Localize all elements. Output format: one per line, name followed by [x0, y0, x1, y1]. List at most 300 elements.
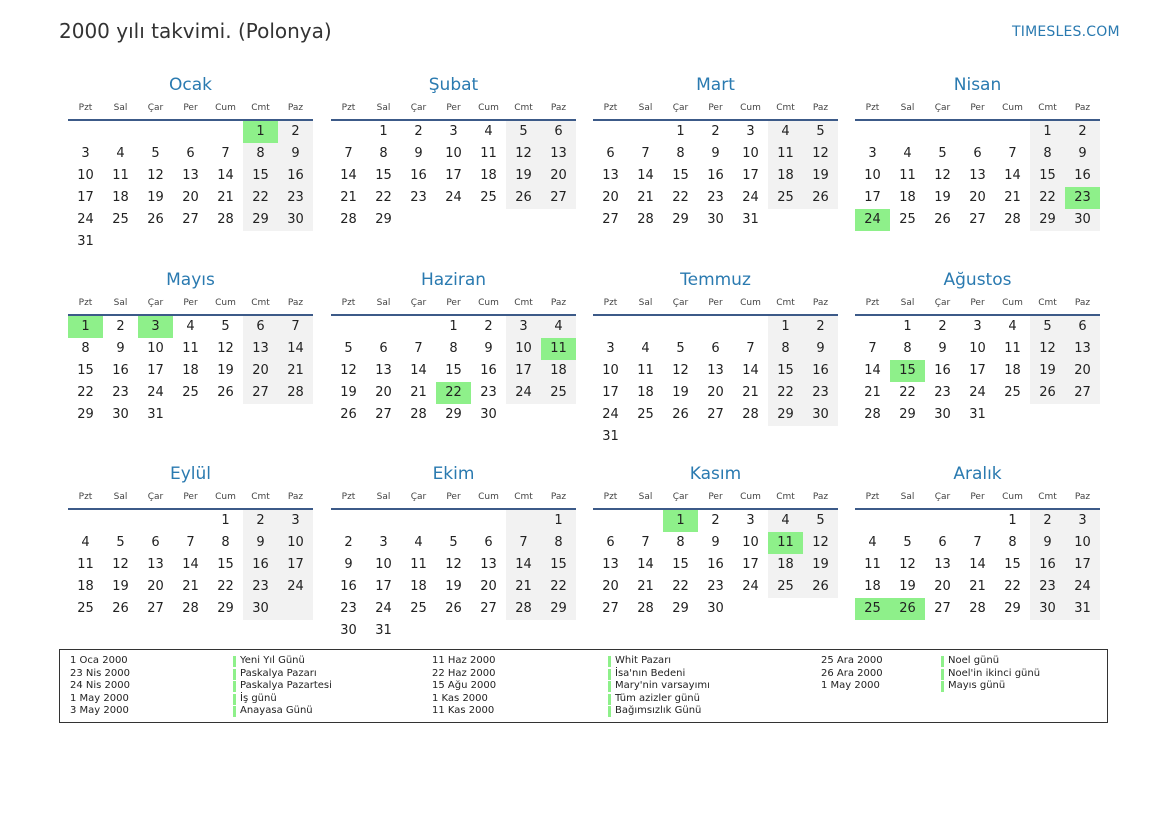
day-cell: 31	[147, 407, 164, 422]
weekday-label: Cum	[478, 492, 499, 502]
day-cell: 13	[707, 363, 724, 378]
day-cell: 23	[803, 382, 838, 404]
weekday-label: Sal	[113, 298, 128, 308]
day-cell: 24	[278, 576, 313, 598]
weekday-label: Pzt	[865, 298, 880, 308]
day-cell: 7	[1008, 146, 1017, 161]
weekday-label: Per	[708, 298, 723, 308]
weekday-label: Sal	[376, 492, 391, 502]
day-cell: 1	[1008, 513, 1017, 528]
legend-holiday-name: İsa'nın Bedeni	[608, 668, 685, 679]
day-cell: 19	[1030, 360, 1065, 382]
day-cell: 31	[375, 623, 392, 638]
day-cell: 17	[278, 554, 313, 576]
day-cell: 20	[934, 579, 951, 594]
day-cell: 27	[541, 187, 576, 209]
day-cell: 22	[899, 385, 916, 400]
day-cell: 1	[221, 513, 230, 528]
day-cell: 26	[1030, 382, 1065, 404]
day-cell: 11	[768, 143, 803, 165]
day-cell: 23	[112, 385, 129, 400]
day-cell: 16	[707, 557, 724, 572]
day-cell: 3	[506, 316, 541, 338]
day-cell: 4	[903, 146, 912, 161]
day-cell: 27	[707, 407, 724, 422]
weekday-header	[855, 298, 1100, 312]
day-cell: 14	[864, 363, 881, 378]
day-cell: 13	[541, 143, 576, 165]
month-name: Ocak	[169, 75, 212, 95]
day-cell: 4	[768, 121, 803, 143]
month-name: Mayıs	[166, 270, 215, 290]
day-cell: 28	[637, 601, 654, 616]
holiday-day-cell: 11	[768, 532, 803, 554]
day-cell: 15	[672, 557, 689, 572]
weekday-label: Sal	[900, 298, 915, 308]
day-cell: 17	[864, 190, 881, 205]
day-cell: 13	[934, 557, 951, 572]
day-cell: 9	[484, 341, 493, 356]
day-cell: 5	[903, 535, 912, 550]
day-cell: 28	[340, 212, 357, 227]
holiday-day-cell: 23	[1065, 187, 1100, 209]
day-cell: 10	[1065, 532, 1100, 554]
day-cell: 25	[768, 187, 803, 209]
day-cell: 2	[278, 121, 313, 143]
weekend-cell-empty	[506, 510, 541, 532]
day-cell: 24	[445, 190, 462, 205]
day-cell: 1	[1030, 121, 1065, 143]
day-cell: 2	[803, 316, 838, 338]
day-cell: 31	[969, 407, 986, 422]
weekday-label: Per	[446, 492, 461, 502]
day-cell: 18	[77, 579, 94, 594]
day-cell: 28	[864, 407, 881, 422]
day-cell: 15	[375, 168, 392, 183]
day-cell: 19	[934, 190, 951, 205]
legend-date: 3 May 2000	[70, 705, 129, 717]
day-cell: 4	[484, 124, 493, 139]
holiday-day-cell: 1	[663, 510, 698, 532]
weekday-label: Pzt	[865, 103, 880, 113]
weekday-label: Cum	[478, 298, 499, 308]
holiday-day-cell: 25	[855, 598, 890, 620]
day-cell: 28	[410, 407, 427, 422]
day-cell: 8	[1030, 143, 1065, 165]
day-cell: 21	[340, 190, 357, 205]
day-cell: 5	[938, 146, 947, 161]
month-name: Şubat	[428, 75, 479, 95]
day-cell: 22	[243, 187, 278, 209]
day-cell: 15	[768, 360, 803, 382]
day-cell: 11	[1004, 341, 1021, 356]
month-name: Nisan	[953, 75, 1002, 95]
day-cell: 14	[969, 557, 986, 572]
weekday-header	[855, 103, 1100, 117]
day-cell: 14	[637, 168, 654, 183]
weekday-label: Cmt	[776, 103, 795, 113]
day-cell: 21	[864, 385, 881, 400]
day-cell: 5	[221, 319, 230, 334]
month-name: Kasım	[689, 464, 742, 484]
day-cell: 31	[742, 212, 759, 227]
weekday-label: Cmt	[251, 298, 270, 308]
weekday-label: Per	[183, 492, 198, 502]
day-cell: 13	[243, 338, 278, 360]
day-cell: 6	[938, 535, 947, 550]
legend-date: 25 Ara 2000	[821, 655, 883, 666]
day-cell: 12	[899, 557, 916, 572]
day-cell: 9	[711, 146, 720, 161]
weekday-label: Sal	[376, 103, 391, 113]
site-link[interactable]: TIMESLES.COM	[1012, 24, 1120, 40]
day-cell: 17	[969, 363, 986, 378]
day-cell: 18	[112, 190, 129, 205]
day-cell: 27	[147, 601, 164, 616]
day-cell: 5	[344, 341, 353, 356]
day-cell: 20	[602, 190, 619, 205]
day-cell: 13	[602, 168, 619, 183]
day-cell: 2	[414, 124, 423, 139]
day-cell: 10	[147, 341, 164, 356]
day-cell: 2	[1065, 121, 1100, 143]
holiday-day-cell: 26	[890, 598, 925, 620]
day-cell: 19	[112, 579, 129, 594]
day-cell: 28	[1004, 212, 1021, 227]
day-cell: 28	[637, 212, 654, 227]
weekday-label: Cum	[740, 103, 761, 113]
day-cell: 8	[676, 146, 685, 161]
day-cell: 23	[1030, 576, 1065, 598]
day-cell: 12	[1030, 338, 1065, 360]
day-cell: 18	[864, 579, 881, 594]
day-cell: 24	[506, 382, 541, 404]
weekday-label: Cum	[1002, 298, 1023, 308]
day-cell: 16	[1030, 554, 1065, 576]
day-cell: 5	[803, 510, 838, 532]
weekday-label: Cum	[1002, 103, 1023, 113]
weekday-label: Per	[183, 103, 198, 113]
weekday-label: Sal	[900, 492, 915, 502]
day-cell: 7	[221, 146, 230, 161]
day-cell: 18	[1004, 363, 1021, 378]
day-cell: 4	[641, 341, 650, 356]
weekday-label: Pzt	[603, 298, 618, 308]
day-cell: 5	[676, 341, 685, 356]
day-cell: 11	[637, 363, 654, 378]
day-cell: 26	[934, 212, 951, 227]
day-cell: 19	[147, 190, 164, 205]
weekday-label: Cum	[740, 492, 761, 502]
holiday-day-cell: 22	[436, 382, 471, 404]
day-cell: 16	[803, 360, 838, 382]
weekday-label: Pzt	[78, 298, 93, 308]
day-cell: 9	[803, 338, 838, 360]
day-cell: 29	[375, 212, 392, 227]
day-cell: 3	[746, 124, 755, 139]
day-cell: 24	[742, 190, 759, 205]
day-cell: 3	[449, 124, 458, 139]
day-cell: 10	[742, 146, 759, 161]
day-cell: 8	[676, 535, 685, 550]
day-cell: 21	[278, 360, 313, 382]
weekday-label: Cum	[1002, 492, 1023, 502]
day-cell: 13	[182, 168, 199, 183]
day-cell: 30	[112, 407, 129, 422]
day-cell: 18	[480, 168, 497, 183]
day-cell: 7	[973, 535, 982, 550]
month-name: Ekim	[432, 464, 475, 484]
legend-holiday-name: İş günü	[233, 693, 277, 704]
day-cell: 16	[480, 363, 497, 378]
day-cell: 13	[147, 557, 164, 572]
day-cell: 1	[768, 316, 803, 338]
day-cell: 6	[151, 535, 160, 550]
day-cell: 14	[278, 338, 313, 360]
day-cell: 12	[934, 168, 951, 183]
weekday-label: Paz	[812, 492, 829, 502]
day-cell: 23	[934, 385, 951, 400]
day-cell: 15	[243, 165, 278, 187]
day-cell: 17	[147, 363, 164, 378]
weekday-label: Cum	[478, 103, 499, 113]
month-name: Ağustos	[943, 270, 1012, 290]
day-cell: 25	[1004, 385, 1021, 400]
day-cell: 2	[484, 319, 493, 334]
legend-date: 11 Kas 2000	[432, 705, 495, 717]
day-cell: 8	[379, 146, 388, 161]
day-cell: 20	[375, 385, 392, 400]
weekday-label: Cmt	[514, 103, 533, 113]
day-cell: 28	[969, 601, 986, 616]
day-cell: 19	[340, 385, 357, 400]
weekday-label: Per	[446, 103, 461, 113]
legend-holiday-name: Mary'nin varsayımı	[608, 680, 710, 691]
day-cell: 5	[151, 146, 160, 161]
day-cell: 25	[182, 385, 199, 400]
day-cell: 11	[899, 168, 916, 183]
day-cell: 24	[742, 579, 759, 594]
legend-date: 23 Nis 2000	[70, 667, 130, 679]
holiday-day-cell: 3	[138, 316, 173, 338]
day-cell: 1	[449, 319, 458, 334]
day-cell: 18	[768, 165, 803, 187]
day-cell: 26	[672, 407, 689, 422]
day-cell: 23	[243, 576, 278, 598]
day-cell: 7	[278, 316, 313, 338]
legend-holiday-name: Noel'in ikinci günü	[941, 668, 1040, 679]
day-cell: 22	[375, 190, 392, 205]
day-cell: 30	[707, 601, 724, 616]
weekday-label: Paz	[287, 103, 304, 113]
weekday-label: Pzt	[78, 103, 93, 113]
day-cell: 29	[243, 209, 278, 231]
day-cell: 23	[410, 190, 427, 205]
day-cell: 29	[541, 598, 576, 620]
weekday-label: Çar	[147, 103, 164, 113]
day-cell: 24	[602, 407, 619, 422]
day-cell: 13	[375, 363, 392, 378]
weekday-label: Cmt	[776, 298, 795, 308]
day-cell: 4	[868, 535, 877, 550]
weekday-label: Per	[970, 103, 985, 113]
day-cell: 23	[707, 579, 724, 594]
day-cell: 16	[410, 168, 427, 183]
weekday-label: Çar	[672, 103, 689, 113]
day-cell: 21	[637, 190, 654, 205]
day-cell: 15	[77, 363, 94, 378]
weekday-label: Paz	[1074, 298, 1091, 308]
day-cell: 14	[340, 168, 357, 183]
day-cell: 20	[147, 579, 164, 594]
day-cell: 20	[969, 190, 986, 205]
day-cell: 21	[217, 190, 234, 205]
day-cell: 16	[707, 168, 724, 183]
day-cell: 5	[449, 535, 458, 550]
day-cell: 27	[602, 212, 619, 227]
day-cell: 12	[803, 143, 838, 165]
day-cell: 3	[278, 510, 313, 532]
day-cell: 2	[344, 535, 353, 550]
day-cell: 27	[243, 382, 278, 404]
weekday-header	[593, 298, 838, 312]
day-cell: 29	[899, 407, 916, 422]
legend-date: 24 Nis 2000	[70, 680, 130, 692]
day-cell: 27	[1065, 382, 1100, 404]
day-cell: 28	[278, 382, 313, 404]
day-cell: 18	[541, 360, 576, 382]
holiday-day-cell: 24	[855, 209, 890, 231]
day-cell: 10	[742, 535, 759, 550]
day-cell: 6	[379, 341, 388, 356]
day-cell: 26	[506, 187, 541, 209]
day-cell: 23	[278, 187, 313, 209]
day-cell: 21	[969, 579, 986, 594]
day-cell: 29	[77, 407, 94, 422]
day-cell: 30	[480, 407, 497, 422]
day-cell: 29	[768, 404, 803, 426]
day-cell: 8	[449, 341, 458, 356]
day-cell: 1	[541, 510, 576, 532]
weekday-label: Sal	[638, 103, 653, 113]
legend-date: 1 May 2000	[821, 680, 880, 692]
day-cell: 30	[707, 212, 724, 227]
weekday-label: Pzt	[603, 492, 618, 502]
day-cell: 8	[903, 341, 912, 356]
day-cell: 22	[672, 190, 689, 205]
weekday-label: Cum	[740, 298, 761, 308]
day-cell: 18	[899, 190, 916, 205]
day-cell: 3	[1065, 510, 1100, 532]
day-cell: 26	[445, 601, 462, 616]
day-cell: 27	[480, 601, 497, 616]
weekday-label: Cmt	[514, 298, 533, 308]
weekday-label: Per	[970, 298, 985, 308]
day-cell: 25	[410, 601, 427, 616]
legend-date: 26 Ara 2000	[821, 667, 883, 679]
day-cell: 30	[243, 598, 278, 620]
day-cell: 23	[480, 385, 497, 400]
day-cell: 14	[410, 363, 427, 378]
weekday-label: Sal	[638, 298, 653, 308]
day-cell: 20	[707, 385, 724, 400]
weekday-label: Pzt	[341, 492, 356, 502]
weekday-header	[68, 103, 313, 117]
month-name: Temmuz	[680, 270, 751, 290]
day-cell: 10	[278, 532, 313, 554]
day-cell: 20	[243, 360, 278, 382]
weekday-label: Cum	[215, 298, 236, 308]
day-cell: 14	[217, 168, 234, 183]
day-cell: 22	[768, 382, 803, 404]
day-cell: 21	[1004, 190, 1021, 205]
legend-holiday-name: Noel günü	[941, 655, 999, 666]
day-cell: 9	[938, 341, 947, 356]
day-cell: 3	[868, 146, 877, 161]
day-cell: 19	[217, 363, 234, 378]
day-cell: 31	[1065, 598, 1100, 620]
day-cell: 7	[344, 146, 353, 161]
day-cell: 31	[602, 429, 619, 444]
day-cell: 10	[77, 168, 94, 183]
day-cell: 24	[147, 385, 164, 400]
day-cell: 24	[969, 385, 986, 400]
weekday-label: Cmt	[514, 492, 533, 502]
day-cell: 4	[81, 535, 90, 550]
holiday-legend	[59, 649, 1108, 723]
weekday-label: Pzt	[865, 492, 880, 502]
weekday-header	[68, 298, 313, 312]
weekday-label: Cmt	[251, 492, 270, 502]
day-cell: 1	[903, 319, 912, 334]
day-cell: 15	[445, 363, 462, 378]
day-cell: 11	[112, 168, 129, 183]
page-title: 2000 yılı takvimi. (Polonya)	[59, 19, 332, 43]
weekday-label: Paz	[1074, 103, 1091, 113]
day-cell: 7	[641, 535, 650, 550]
day-cell: 2	[711, 513, 720, 528]
day-cell: 6	[973, 146, 982, 161]
day-cell: 6	[606, 146, 615, 161]
day-cell: 15	[541, 554, 576, 576]
day-cell: 21	[637, 579, 654, 594]
day-cell: 29	[445, 407, 462, 422]
weekday-label: Pzt	[603, 103, 618, 113]
day-cell: 9	[116, 341, 125, 356]
day-cell: 21	[742, 385, 759, 400]
day-cell: 25	[480, 190, 497, 205]
day-cell: 29	[672, 212, 689, 227]
legend-date: 1 May 2000	[70, 692, 129, 704]
weekday-label: Cmt	[776, 492, 795, 502]
weekday-label: Sal	[113, 103, 128, 113]
day-cell: 19	[445, 579, 462, 594]
day-cell: 28	[742, 407, 759, 422]
day-cell: 12	[672, 363, 689, 378]
legend-holiday-name: Paskalya Pazartesi	[233, 680, 332, 691]
legend-holiday-name: Whit Pazarı	[608, 655, 671, 666]
day-cell: 7	[186, 535, 195, 550]
day-cell: 31	[77, 234, 94, 249]
month-name: Mart	[696, 75, 735, 95]
day-cell: 12	[506, 143, 541, 165]
day-cell: 19	[506, 165, 541, 187]
day-cell: 6	[711, 341, 720, 356]
weekday-label: Paz	[812, 103, 829, 113]
day-cell: 26	[340, 407, 357, 422]
day-cell: 20	[480, 579, 497, 594]
day-cell: 27	[375, 407, 392, 422]
